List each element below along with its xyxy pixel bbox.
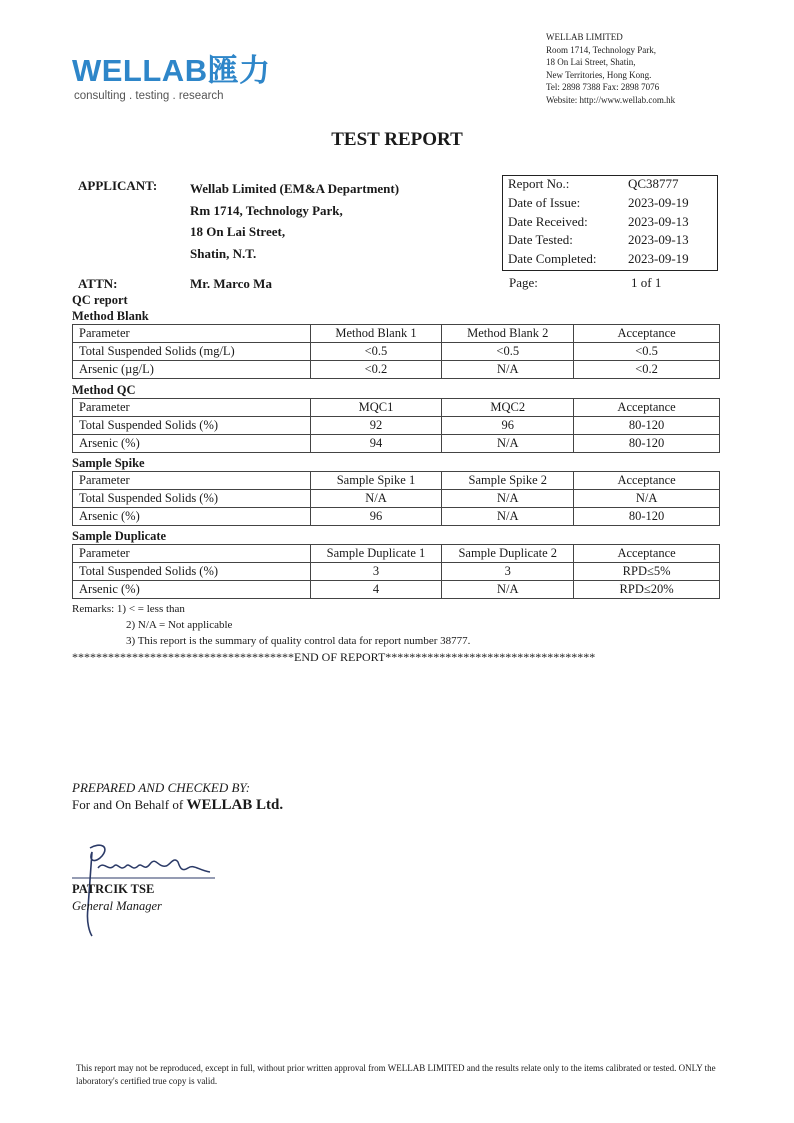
table-cell: Arsenic (%) (73, 435, 311, 453)
company-address-line: New Territories, Hong Kong. (546, 69, 652, 80)
section-title-method-blank: Method Blank (72, 309, 149, 323)
footer-disclaimer: This report may not be reproduced, except in full, without prior written approval from WELLAB LIMITED and the results relate only to the items calibrated or tested. ONLY the laboratory's certified true copy is valid. (76, 1063, 716, 1086)
report-number: QC38777 (628, 176, 679, 192)
report-info-label: Date Completed: (508, 251, 597, 267)
section-title-sample-duplicate: Sample Duplicate (72, 529, 167, 543)
table-cell: 96 (442, 417, 574, 435)
table-cell: Total Suspended Solids (%) (73, 563, 311, 581)
remark-line: Remarks: 1) < = less than (72, 603, 185, 615)
column-header: Acceptance (574, 472, 720, 490)
report-info-row (502, 231, 718, 250)
column-header: Method Blank 1 (310, 325, 442, 343)
report-title: TEST REPORT (331, 129, 463, 150)
end-of-report: *************************************END OF REPORT*********************************** (72, 650, 596, 664)
company-phone: Tel: 2898 7388 Fax: 2898 7076 (546, 82, 660, 93)
column-header: Acceptance (574, 325, 720, 343)
table-row (73, 563, 720, 581)
applicant-label: APPLICANT: (78, 178, 158, 193)
table-cell: N/A (442, 581, 574, 599)
table-row (73, 581, 720, 599)
report-info-table (502, 175, 718, 268)
qc-table-sample-spike (72, 471, 720, 526)
table-cell: Total Suspended Solids (%) (73, 490, 311, 508)
applicant-address-line: Rm 1714, Technology Park, (190, 202, 343, 218)
table-cell: RPD≤5% (574, 563, 720, 581)
prepared-label: PREPARED AND CHECKED BY: (72, 780, 251, 795)
date-tested: 2023-09-13 (628, 232, 689, 248)
company-website: Website: http://www.wellab.com.hk (546, 94, 676, 105)
table-cell: 94 (310, 435, 442, 453)
table-cell: <0.5 (310, 343, 442, 361)
company-address-block (546, 31, 675, 107)
table-header-row (73, 545, 720, 563)
signatory-title: General Manager (72, 899, 162, 913)
section-title-method-qc: Method QC (72, 383, 136, 397)
company-logo (72, 55, 271, 86)
table-cell: 3 (310, 563, 442, 581)
applicant-name: Wellab Limited (EM&A Department) (190, 181, 400, 196)
logo-tagline: consulting . testing . research (74, 90, 224, 102)
remark-line: 3) This report is the summary of quality control data for report number 38777. (126, 635, 471, 647)
table-cell: 96 (310, 508, 442, 526)
on-behalf-prefix: For and On Behalf of (72, 797, 187, 812)
attn-label: ATTN: (78, 276, 118, 291)
table-row (73, 508, 720, 526)
report-info-row (502, 212, 718, 231)
table-header-row (73, 472, 720, 490)
table-row (73, 343, 720, 361)
table-row (73, 361, 720, 379)
table-cell: Arsenic (%) (73, 508, 311, 526)
attn-value: Mr. Marco Ma (190, 276, 272, 291)
column-header: Sample Duplicate 2 (442, 545, 574, 563)
table-cell: <0.2 (574, 361, 720, 379)
column-header: Method Blank 2 (442, 325, 574, 343)
table-cell: N/A (310, 490, 442, 508)
qc-table-method-blank (72, 324, 720, 379)
column-header: Acceptance (574, 399, 720, 417)
table-cell: <0.5 (442, 343, 574, 361)
company-name: WELLAB LIMITED (546, 32, 623, 42)
column-header: MQC2 (442, 399, 574, 417)
table-cell: 80-120 (574, 435, 720, 453)
column-header: Parameter (73, 472, 311, 490)
company-address-line: Room 1714, Technology Park, (546, 44, 656, 55)
report-info-label: Date Received: (508, 213, 588, 229)
report-info-row (502, 250, 718, 269)
table-cell: N/A (574, 490, 720, 508)
table-cell: N/A (442, 435, 574, 453)
applicant-address-line: Shatin, N.T. (190, 245, 257, 261)
table-cell: N/A (442, 361, 574, 379)
on-behalf-line (72, 797, 283, 814)
column-header: Sample Duplicate 1 (310, 545, 442, 563)
date-completed: 2023-09-19 (628, 251, 689, 267)
page-number: 1 of 1 (631, 275, 662, 290)
applicant-address-line: 18 On Lai Street, (190, 224, 286, 239)
page-label: Page: (509, 275, 538, 290)
section-title-sample-spike: Sample Spike (72, 456, 145, 470)
qc-table-sample-duplicate (72, 544, 720, 599)
table-cell: RPD≤20% (574, 581, 720, 599)
company-address-line: 18 On Lai Street, Shatin, (546, 57, 636, 68)
column-header: Parameter (73, 325, 311, 343)
table-cell: 80-120 (574, 417, 720, 435)
column-header: Sample Spike 2 (442, 472, 574, 490)
table-row (73, 417, 720, 435)
report-info-label: Date Tested: (508, 232, 573, 248)
column-header: Acceptance (574, 545, 720, 563)
table-cell: 3 (442, 563, 574, 581)
table-header-row (73, 325, 720, 343)
table-header-row (73, 399, 720, 417)
column-header: Parameter (73, 545, 311, 563)
remarks (72, 601, 470, 649)
remark-line: 2) N/A = Not applicable (126, 619, 233, 631)
table-cell: Arsenic (µg/L) (73, 361, 311, 379)
table-cell: <0.2 (310, 361, 442, 379)
table-cell: N/A (442, 508, 574, 526)
report-info-row (502, 194, 718, 213)
signatory-name: PATRCIK TSE (72, 882, 155, 896)
column-header: Parameter (73, 399, 311, 417)
table-row (73, 435, 720, 453)
table-cell: Total Suspended Solids (mg/L) (73, 343, 311, 361)
logo-word: WELLAB (72, 53, 208, 88)
qc-table-method-qc (72, 398, 720, 453)
column-header: Sample Spike 1 (310, 472, 442, 490)
report-info-row (502, 175, 718, 194)
table-cell: <0.5 (574, 343, 720, 361)
table-cell: 4 (310, 581, 442, 599)
on-behalf-company: WELLAB Ltd. (186, 797, 284, 813)
logo-cjk: 匯力 (207, 53, 271, 88)
table-cell: Total Suspended Solids (%) (73, 417, 311, 435)
table-cell: N/A (442, 490, 574, 508)
table-cell: 80-120 (574, 508, 720, 526)
table-cell: Arsenic (%) (73, 581, 311, 599)
date-received: 2023-09-13 (628, 213, 689, 229)
column-header: MQC1 (310, 399, 442, 417)
applicant-address (190, 178, 399, 264)
qc-report-heading: QC report (72, 293, 128, 307)
date-of-issue: 2023-09-19 (628, 195, 689, 211)
report-info-label: Date of Issue: (508, 195, 581, 211)
report-info-label: Report No.: (508, 176, 570, 192)
table-row (73, 490, 720, 508)
table-cell: 92 (310, 417, 442, 435)
